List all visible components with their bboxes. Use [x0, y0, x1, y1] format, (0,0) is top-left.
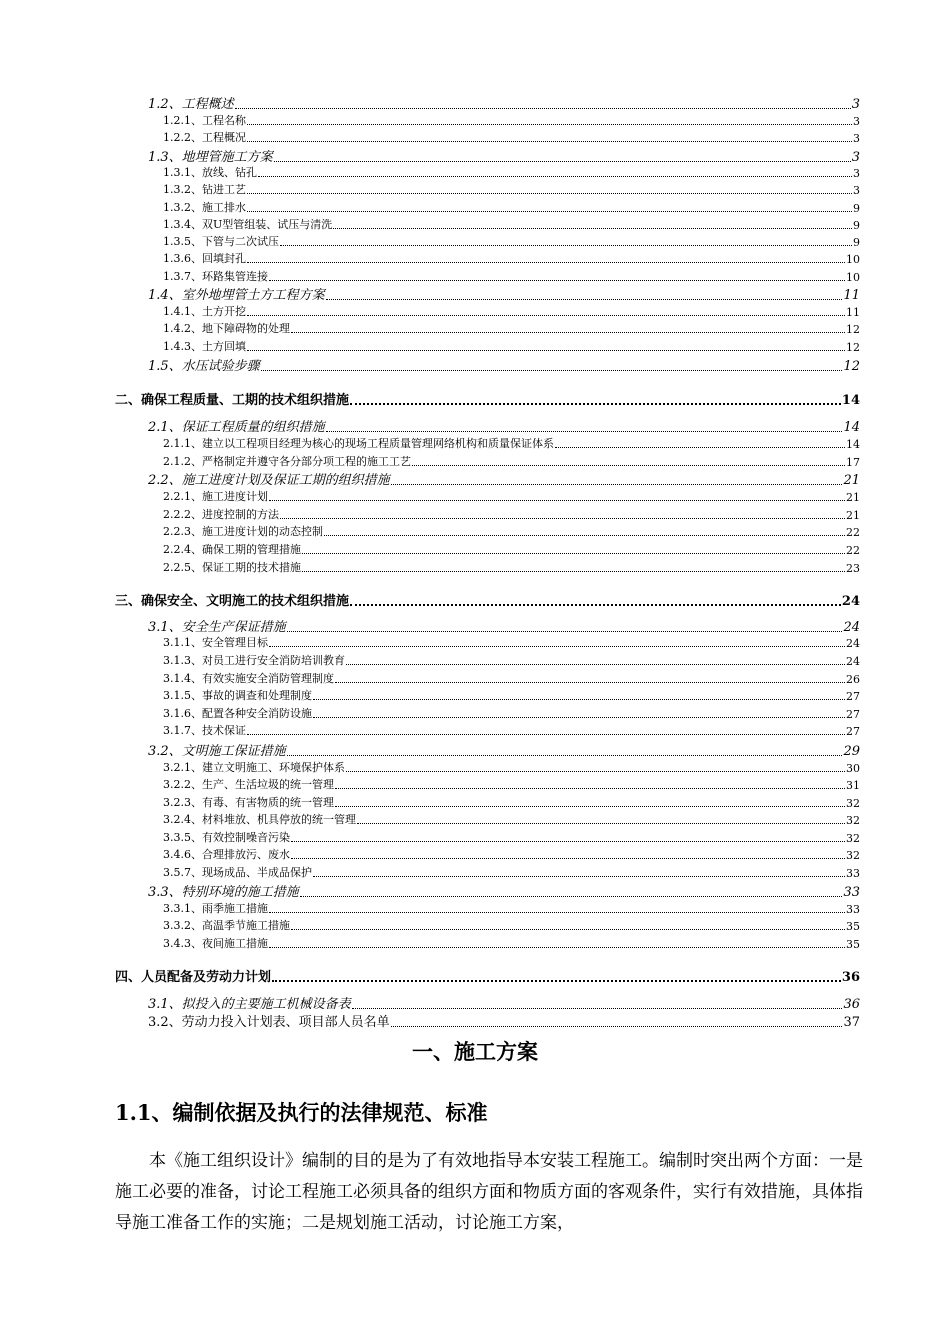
- toc-page-number: 12: [846, 323, 860, 336]
- toc-leader-dots: [313, 876, 845, 877]
- toc-leader-dots: [247, 193, 852, 194]
- toc-leader-dots: [333, 228, 852, 229]
- toc-page-number: 24: [843, 620, 860, 635]
- toc-leader-dots: [313, 699, 845, 700]
- toc-entry-label: 2.2.4、确保工期的管理措施: [163, 543, 301, 556]
- toc-leader-dots: [350, 403, 841, 405]
- toc-entry-label: 2.2、施工进度计划及保证工期的组织措施: [148, 473, 390, 488]
- toc-entry[interactable]: [163, 506, 860, 522]
- toc-entry-label: 1.3.1、放线、钻孔: [163, 166, 257, 179]
- toc-entry-label: 3.2.4、材料堆放、机具停放的统一管理: [163, 813, 356, 826]
- toc-leader-dots: [335, 682, 845, 683]
- toc-page-number: 32: [846, 849, 860, 862]
- toc-page-number: 31: [846, 779, 860, 792]
- toc-entry[interactable]: [148, 94, 860, 112]
- toc-leader-dots: [412, 465, 845, 466]
- toc-entry-label: 3.1.5、事故的调查和处理制度: [163, 689, 312, 702]
- toc-page-number: 21: [846, 509, 860, 522]
- toc-page-number: 14: [841, 393, 860, 408]
- toc-entry[interactable]: [163, 634, 860, 650]
- toc-page-number: 10: [846, 271, 860, 284]
- toc-entry[interactable]: [163, 453, 860, 469]
- toc-entry-label: 1.5、水压试验步骤: [148, 359, 260, 374]
- toc-page-number: 26: [846, 673, 860, 686]
- toc-entry-label: 1.2.2、工程概况: [163, 131, 246, 144]
- toc-entry-label: 2.1.2、严格制定并遵守各分部分项工程的施工工艺: [163, 455, 411, 468]
- toc-entry-label: 3.5.7、现场成品、半成品保护: [163, 866, 312, 879]
- toc-entry-label: 1.3.4、双U型管组装、试压与清洗: [163, 218, 333, 231]
- toc-leader-dots: [335, 788, 845, 789]
- toc-entry[interactable]: [163, 112, 860, 128]
- toc-entry-label: 1.4.1、土方开挖: [163, 305, 246, 318]
- toc-entry-label: 二、确保工程质量、工期的技术组织措施: [115, 393, 350, 408]
- toc-leader-dots: [269, 912, 845, 913]
- toc-entry[interactable]: [163, 268, 860, 284]
- toc-page-number: 12: [846, 341, 860, 354]
- toc-page-number: 3: [853, 184, 860, 197]
- toc-entry[interactable]: [148, 882, 860, 900]
- toc-entry[interactable]: [148, 417, 860, 435]
- toc-entry[interactable]: [115, 589, 860, 609]
- toc-leader-dots: [247, 124, 852, 125]
- toc-entry[interactable]: [163, 523, 860, 539]
- toc-entry[interactable]: [148, 470, 860, 488]
- toc-page-number: 3: [853, 167, 860, 180]
- toc-leader-dots: [357, 823, 845, 824]
- toc-page-number: 10: [846, 253, 860, 266]
- toc-entry-label: 3.1.1、安全管理目标: [163, 636, 268, 649]
- toc-entry[interactable]: [163, 216, 860, 232]
- toc-entry-label: 1.3.2、钻进工艺: [163, 183, 246, 196]
- toc-leader-dots: [247, 141, 852, 142]
- toc-page-number: 14: [843, 420, 860, 435]
- toc-leader-dots: [300, 896, 843, 897]
- toc-leader-dots: [291, 858, 845, 859]
- toc-entry[interactable]: [148, 147, 860, 165]
- toc-entry-label: 2.2.1、施工进度计划: [163, 490, 268, 503]
- toc-page-number: 32: [846, 797, 860, 810]
- toc-page-number: 35: [846, 920, 860, 933]
- toc-entry-label: 3.2、文明施工保证措施: [148, 744, 286, 759]
- toc-entry[interactable]: [163, 233, 860, 249]
- toc-page-number: 9: [853, 236, 860, 249]
- toc-page-number: 3: [851, 150, 860, 165]
- body-paragraph: 本《施工组织设计》编制的目的是为了有效地指导本安装工程施工。编制时突出两个方面：一是施工必要的准备，讨论工程施工必须具备的组织方面和物质方面的客观条件，实行有效措施，具体指导施工准备工作的实施；二是规划施工活动，讨论施工方案，: [115, 1151, 863, 1233]
- toc-leader-dots: [350, 604, 841, 606]
- toc-page-number: 29: [843, 744, 860, 759]
- toc-entry[interactable]: [163, 794, 860, 810]
- toc-leader-dots: [235, 108, 851, 109]
- toc-entry-label: 3.1、安全生产保证措施: [148, 620, 286, 635]
- toc-leader-dots: [261, 370, 843, 371]
- toc-entry-label: 3.2.2、生产、生活垃圾的统一管理: [163, 778, 334, 791]
- toc-page-number: 21: [843, 473, 860, 488]
- toc-entry-label: 3.3.1、雨季施工措施: [163, 902, 268, 915]
- toc-page-number: 24: [841, 594, 860, 609]
- toc-page-number: 27: [846, 708, 860, 721]
- toc-entry[interactable]: [163, 303, 860, 319]
- toc-page-number: 37: [843, 1015, 860, 1030]
- toc-entry[interactable]: [115, 965, 860, 985]
- toc-entry-label: 3.1.4、有效实施安全消防管理制度: [163, 672, 334, 685]
- toc-entry[interactable]: [163, 181, 860, 197]
- section-title: 1.1、编制依据及执行的法律规范、标准: [115, 1100, 488, 1125]
- toc-entry-label: 1.3.6、回填封孔: [163, 252, 246, 265]
- toc-page-number: 11: [843, 288, 860, 303]
- toc-entry-label: 3.1.6、配置各种安全消防设施: [163, 707, 312, 720]
- toc-entry-label: 3.4.3、夜间施工措施: [163, 937, 268, 950]
- toc-page-number: 14: [846, 438, 860, 451]
- toc-leader-dots: [302, 571, 845, 572]
- toc-leader-dots: [326, 431, 843, 432]
- toc-entry-label: 3.1.3、对员工进行安全消防培训教育: [163, 654, 345, 667]
- toc-leader-dots: [247, 350, 845, 351]
- toc-entry[interactable]: [163, 250, 860, 266]
- toc-page-number: 36: [841, 970, 860, 985]
- toc-entry-label: 3.4.6、合理排放污、废水: [163, 848, 290, 861]
- toc-entry[interactable]: [163, 776, 860, 792]
- toc-entry-label: 3.2、劳动力投入计划表、项目部人员名单: [148, 1015, 390, 1030]
- toc-entry-label: 3.3.5、有效控制噪音污染: [163, 831, 290, 844]
- toc-entry-label: 2.2.5、保证工期的技术措施: [163, 561, 301, 574]
- toc-entry[interactable]: [163, 199, 860, 215]
- toc-page-number: 3: [851, 97, 860, 112]
- toc-leader-dots: [335, 806, 845, 807]
- toc-page-number: 9: [853, 219, 860, 232]
- toc-leader-dots: [287, 631, 843, 632]
- toc-page-number: 32: [846, 832, 860, 845]
- toc-entry[interactable]: [163, 917, 860, 933]
- toc-leader-dots: [391, 1026, 843, 1027]
- toc-leader-dots: [247, 262, 845, 263]
- toc-leader-dots: [269, 280, 845, 281]
- toc-entry-label: 1.2.1、工程名称: [163, 114, 246, 127]
- toc-entry-label: 2.1.1、建立以工程项目经理为核心的现场工程质量管理网络机构和质量保证体系: [163, 437, 554, 450]
- toc-entry[interactable]: [163, 652, 860, 668]
- toc-page-number: 17: [846, 456, 860, 469]
- toc-page-number: 3: [853, 115, 860, 128]
- toc-leader-dots: [302, 553, 845, 554]
- toc-entry[interactable]: [163, 722, 860, 738]
- toc-page-number: 23: [846, 562, 860, 575]
- toc-entry-label: 3.3.2、高温季节施工措施: [163, 919, 290, 932]
- toc-entry-label: 1.4.2、地下障碍物的处理: [163, 322, 290, 335]
- toc-leader-dots: [346, 664, 845, 665]
- toc-entry[interactable]: [163, 811, 860, 827]
- toc-entry[interactable]: [163, 164, 860, 180]
- toc-entry-label: 2.2.2、进度控制的方法: [163, 508, 279, 521]
- toc-page-number: 9: [853, 202, 860, 215]
- toc-entry[interactable]: [163, 541, 860, 557]
- toc-page-number: 12: [843, 359, 860, 374]
- toc-leader-dots: [247, 315, 845, 316]
- toc-entry-label: 3.2.3、有毒、有害物质的统一管理: [163, 796, 334, 809]
- toc-leader-dots: [287, 755, 843, 756]
- toc-leader-dots: [269, 947, 845, 948]
- toc-entry-label: 1.3、地埋管施工方案: [148, 150, 273, 165]
- toc-entry-label: 3.1.7、技术保证: [163, 724, 246, 737]
- toc-page-number: 27: [846, 725, 860, 738]
- toc-entry-label: 2.1、保证工程质量的组织措施: [148, 420, 325, 435]
- toc-entry[interactable]: [148, 1012, 860, 1030]
- toc-leader-dots: [247, 211, 852, 212]
- toc-leader-dots: [258, 176, 852, 177]
- toc-entry-label: 三、确保安全、文明施工的技术组织措施: [115, 594, 350, 609]
- toc-leader-dots: [391, 484, 843, 485]
- toc-page-number: 24: [846, 655, 860, 668]
- toc-entry[interactable]: [163, 338, 860, 354]
- toc-page-number: 30: [846, 762, 860, 775]
- toc-entry[interactable]: [148, 617, 860, 635]
- toc-entry[interactable]: [163, 687, 860, 703]
- toc-entry-label: 1.2、工程概述: [148, 97, 234, 112]
- toc-leader-dots: [280, 245, 852, 246]
- toc-entry-label: 1.3.5、下管与二次试压: [163, 235, 279, 248]
- toc-leader-dots: [326, 299, 843, 300]
- toc-entry-label: 3.2.1、建立文明施工、环境保护体系: [163, 761, 345, 774]
- toc-page-number: 27: [846, 690, 860, 703]
- toc-leader-dots: [291, 929, 845, 930]
- toc-entry[interactable]: [163, 435, 860, 451]
- toc-leader-dots: [247, 734, 845, 735]
- toc-entry[interactable]: [163, 829, 860, 845]
- toc-page-number: 3: [853, 132, 860, 145]
- toc-entry[interactable]: [148, 285, 860, 303]
- toc-leader-dots: [272, 980, 841, 982]
- toc-leader-dots: [269, 500, 845, 501]
- toc-entry[interactable]: [163, 670, 860, 686]
- toc-entry[interactable]: [163, 705, 860, 721]
- toc-page-number: 33: [846, 867, 860, 880]
- toc-page-number: 21: [846, 491, 860, 504]
- toc-entry-label: 四、人员配备及劳动力计划: [115, 970, 272, 985]
- toc-entry[interactable]: [115, 388, 860, 408]
- toc-entry[interactable]: [163, 935, 860, 951]
- toc-entry-label: 1.3.2、施工排水: [163, 201, 246, 214]
- toc-leader-dots: [324, 535, 845, 536]
- toc-entry[interactable]: [163, 846, 860, 862]
- toc-leader-dots: [313, 717, 845, 718]
- toc-entry[interactable]: [163, 900, 860, 916]
- chapter-title: 一、施工方案: [412, 1039, 538, 1064]
- toc-entry[interactable]: [163, 320, 860, 336]
- toc-page-number: 33: [846, 903, 860, 916]
- toc-page-number: 24: [846, 637, 860, 650]
- toc-entry[interactable]: [163, 488, 860, 504]
- toc-leader-dots: [269, 646, 845, 647]
- toc-page-number: 11: [846, 306, 860, 319]
- toc-entry-label: 3.1、拟投入的主要施工机械设备表: [148, 997, 351, 1012]
- toc-entry[interactable]: [163, 864, 860, 880]
- toc-leader-dots: [352, 1008, 843, 1009]
- toc-entry[interactable]: [163, 559, 860, 575]
- toc-page-number: 36: [843, 997, 860, 1012]
- toc-entry[interactable]: [163, 759, 860, 775]
- toc-entry[interactable]: [163, 129, 860, 145]
- toc-entry-label: 2.2.3、施工进度计划的动态控制: [163, 525, 323, 538]
- toc-entry-label: 1.4.3、土方回填: [163, 340, 246, 353]
- toc-page-number: 22: [846, 544, 860, 557]
- toc-entry[interactable]: [148, 994, 860, 1012]
- toc-leader-dots: [291, 841, 845, 842]
- toc-leader-dots: [280, 518, 845, 519]
- toc-page-number: 32: [846, 814, 860, 827]
- toc-page-number: 35: [846, 938, 860, 951]
- toc-entry[interactable]: [148, 741, 860, 759]
- toc-page-number: 22: [846, 526, 860, 539]
- toc-leader-dots: [555, 447, 845, 448]
- toc-entry[interactable]: [148, 356, 860, 374]
- toc-entry-label: 1.4、室外地埋管土方工程方案: [148, 288, 325, 303]
- toc-page-number: 33: [843, 885, 860, 900]
- toc-entry-label: 3.3、特别环境的施工措施: [148, 885, 299, 900]
- toc-leader-dots: [274, 161, 851, 162]
- toc-leader-dots: [291, 332, 845, 333]
- toc-entry-label: 1.3.7、环路集管连接: [163, 270, 268, 283]
- toc-leader-dots: [346, 771, 845, 772]
